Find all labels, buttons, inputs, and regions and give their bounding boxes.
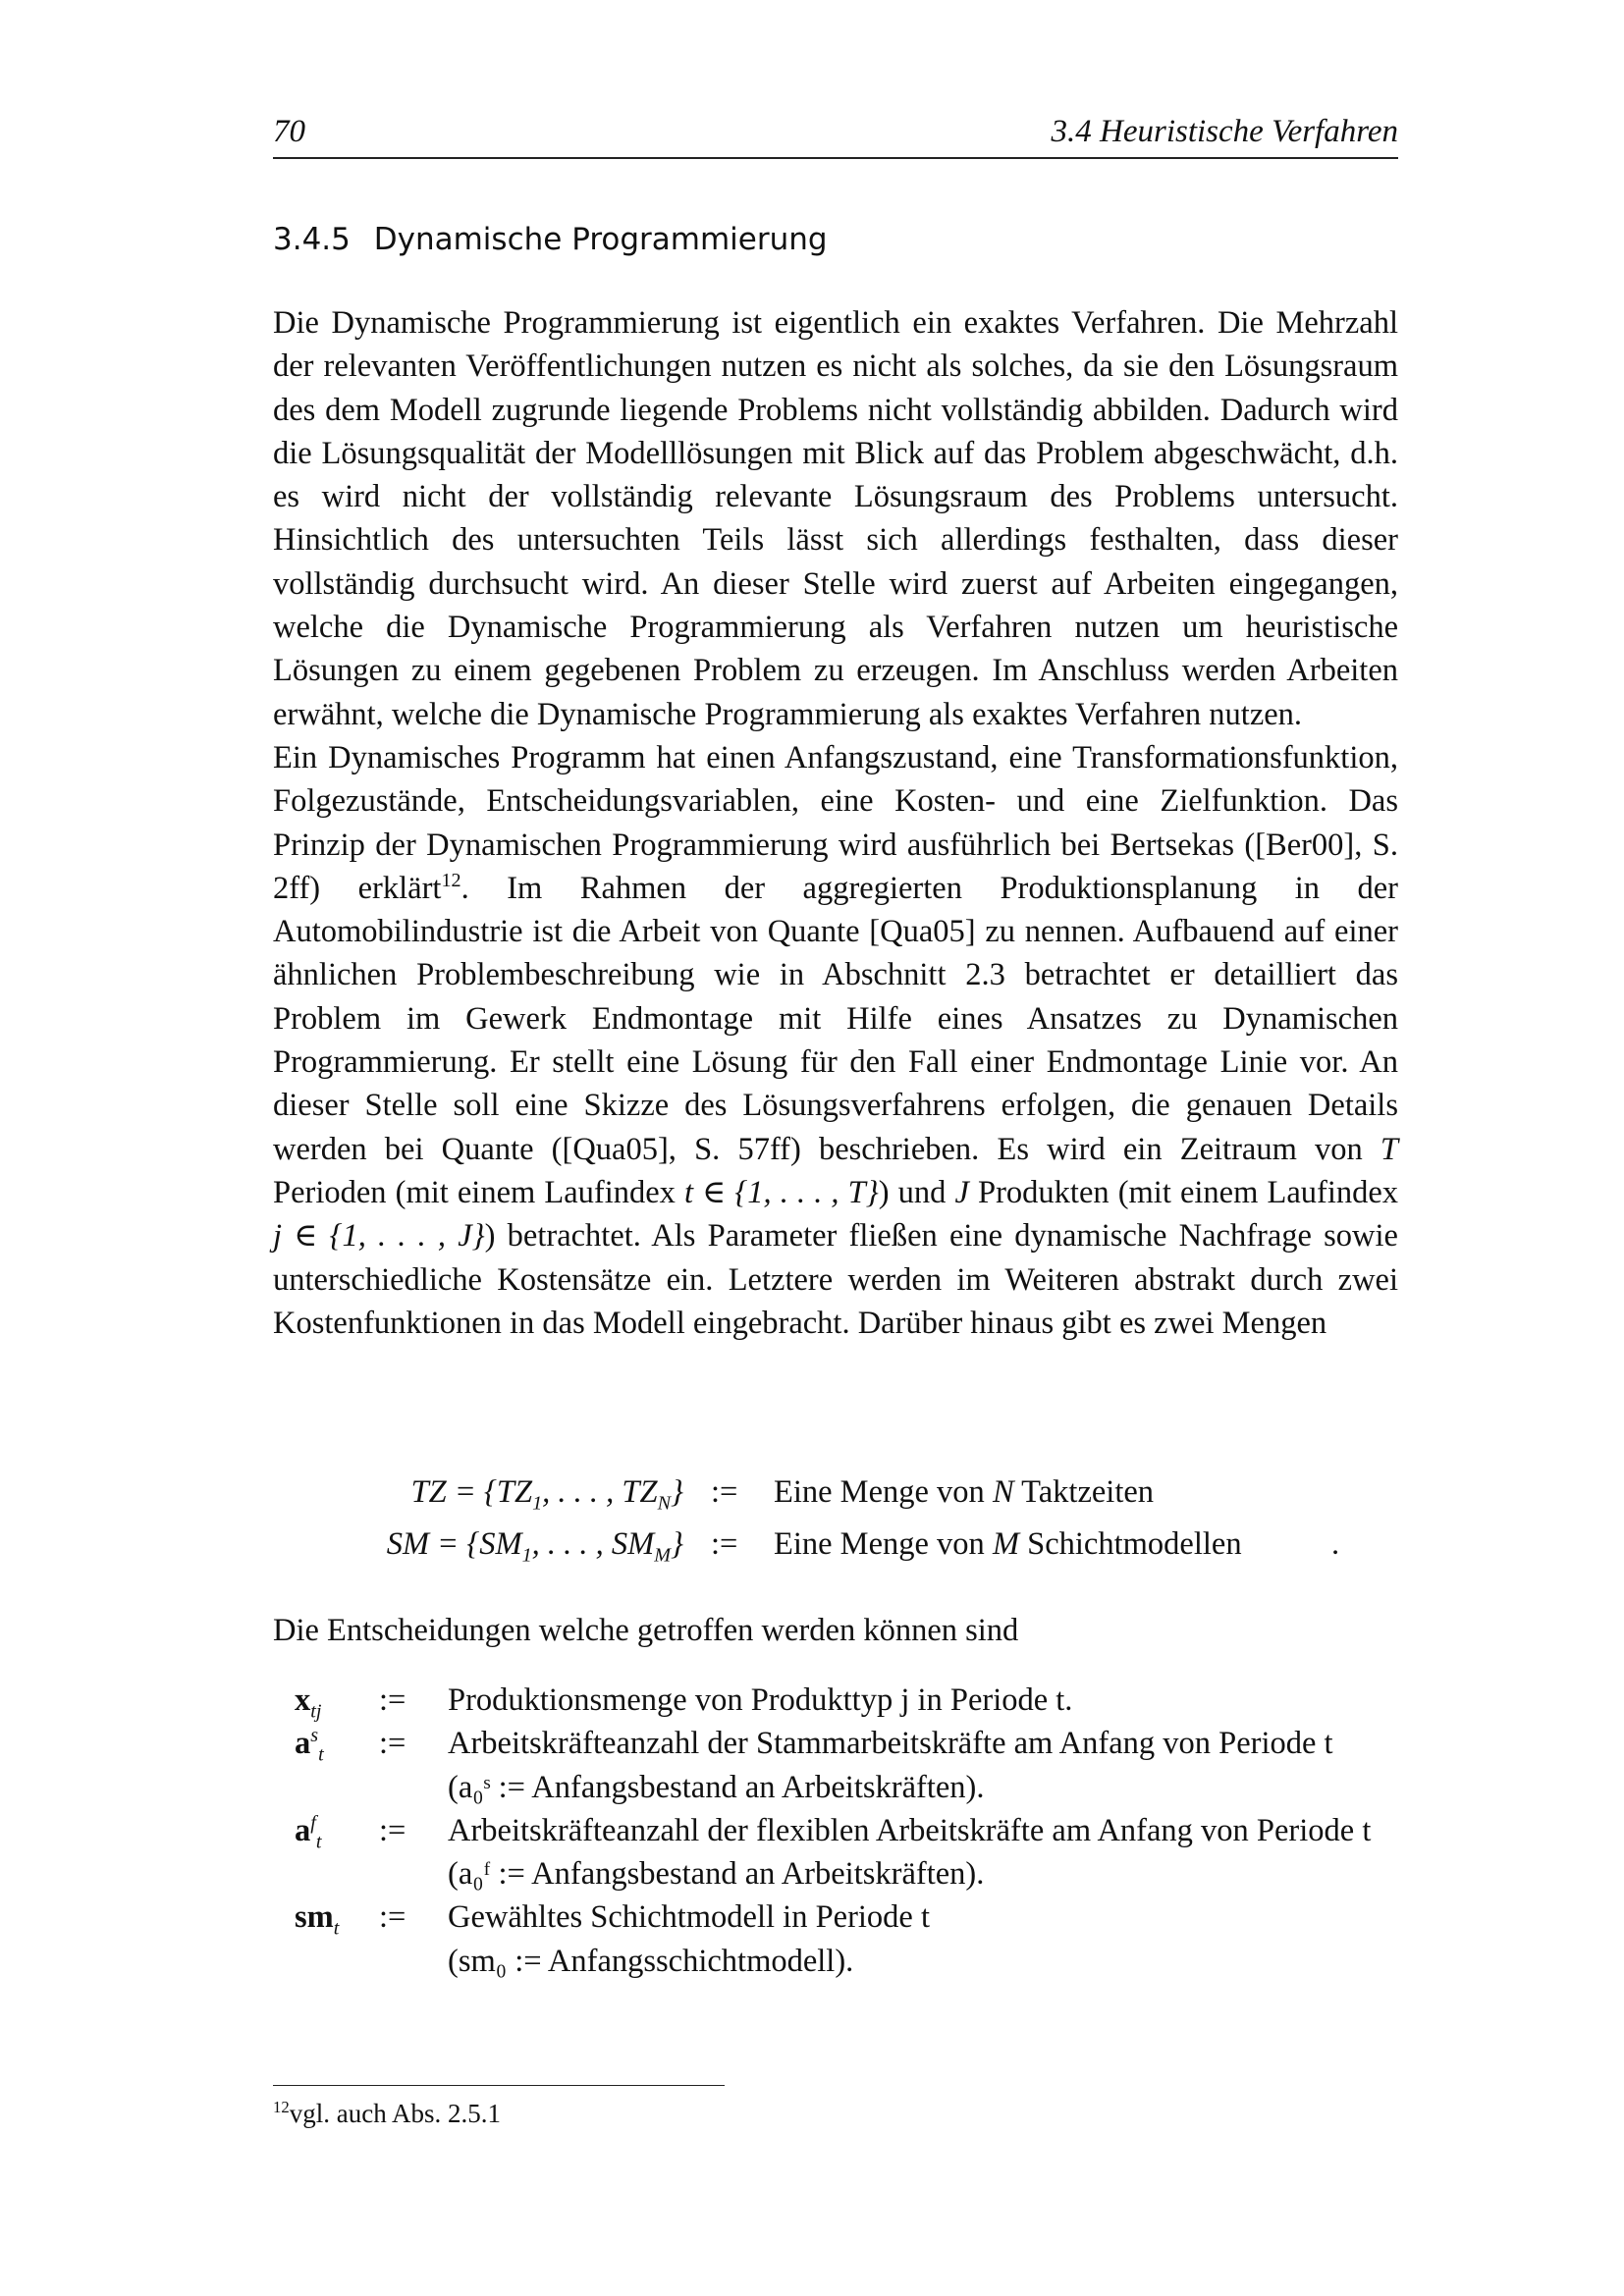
variable-symbol: $a^f_t$ <box>295 1812 322 1853</box>
variable-symbol: $a^s_t$ <box>295 1725 324 1766</box>
decision-row-as <box>273 1722 1398 1809</box>
variable-description: Gewähltes Schichtmodell in Periode t <box>448 1899 931 1936</box>
set-row-sm <box>273 1526 1398 1578</box>
variable-symbol: $sm_t$ <box>295 1899 340 1940</box>
footnote-number: 12 <box>273 2098 290 2116</box>
running-title: 3.4 Heuristische Verfahren <box>1051 114 1398 149</box>
variable-symbol: $x_{tj}$ <box>295 1682 322 1723</box>
variable-description: Produktionsmenge von Produkttyp j in Periode t. <box>448 1682 1073 1718</box>
defined-as: := <box>711 1526 738 1562</box>
set-row-tz <box>273 1474 1398 1526</box>
paragraph-1: Die Dynamische Programmierung ist eigentlich ein exaktes Verfahren. Die Mehrzahl der relevanten Veröffentlichungen nutzen es nicht als solches, da sie den Lösungsraum des dem Modell zugrunde liegende Problems nicht vollständig abbilden. Dadurch wird die Lösungsqualität der Modelllösungen mit Blick auf das Problem abgeschwächt, d.h. es wird nicht der vollständig relevante Lösungsraum des Problems untersucht. Hinsichtlich des untersuchten Teils lässt sich allerdings festhalten, dass dieser vollständig durchsucht wird. An dieser Stelle wird zuerst auf Arbeiten eingegangen, welche die Dynamische Programmierung als Verfahren nutzen um heuristische Lösungen zu einem gegebenen Problem zu erzeugen. Im Anschluss werden Arbeiten erwähnt, welche die Dynamische Programmierung als exaktes Verfahren nutzen. <box>273 305 1398 732</box>
defined-as: := <box>379 1899 406 1936</box>
defined-as: := <box>711 1474 738 1510</box>
body-text <box>273 301 1398 1345</box>
defined-as: := <box>379 1682 406 1718</box>
variable-description: Arbeitskräfteanzahl der Stammarbeitskräfte am Anfang von Periode t <box>448 1726 1333 1762</box>
set-description: Eine Menge von N Taktzeiten <box>774 1474 1155 1510</box>
j-index-set: j ∈ {1, . . . , J} <box>273 1218 485 1255</box>
defined-as: := <box>379 1812 406 1848</box>
section-number: 3.4.5 <box>273 222 351 257</box>
decision-row-sm <box>273 1896 1398 1983</box>
decision-row-x <box>273 1679 1398 1722</box>
set-definitions <box>273 1474 1398 1578</box>
footnote-rule <box>273 2085 725 2086</box>
section-heading <box>273 222 828 257</box>
footnote <box>273 2099 501 2129</box>
paragraph-2: Ein Dynamisches Programm hat einen Anfangszustand, eine Transformationsfunktion, Folgezustände, Entscheidungsvariablen, eine Kosten- und eine Zielfunktion. Das Prinzip der Dynamischen Programmierung wird ausführlich bei Bertsekas ([Ber00], S. 2ff) erklärt$^{12}$. Im Rahmen der aggregierten Produktionsplanung in der Automobilindustrie ist die Arbeit von Quante [Qua05] zu nennen. Aufbauend auf einer ähnlichen Problembeschreibung wie in Abschnitt 2.3 betrachtet er detailliert das Problem im Gewerk Endmontage mit Hilfe eines Ansatzes zu Dynamischen Programmierung. Er stellt eine Lösung für den Fall einer Endmontage Linie vor. An dieser Stelle soll eine Skizze des Lösungsverfahrens erfolgen, die genauen Details werden bei Quante ([Qua05], S. 57ff) beschrieben. Es wird ein Zeitraum von T Perioden (mit einem Laufindex t ∈ {1, . . . , T}) und J Produkten (mit einem Laufindex j ∈ {1, . . . , J}) betrachtet. Als Parameter fließen eine dynamische Nachfrage sowie unterschiedliche Kostensätze ein. Letztere werden im Weiteren abstrakt durch zwei Kostenfunktionen in das Modell eingebracht. Darüber hinaus gibt es zwei Mengen <box>273 739 1399 1341</box>
set-lhs: SM = {$SM_1$, . . . , $SM_M$} <box>386 1526 683 1567</box>
footnote-text: vgl. auch Abs. 2.5.1 <box>289 2099 501 2128</box>
initial-value: (a₀ᶠ := Anfangsbestand an Arbeitskräften). <box>448 1856 985 1893</box>
page-number: 70 <box>273 114 305 149</box>
decision-row-af <box>273 1809 1398 1896</box>
set-description: Eine Menge von M Schichtmodellen <box>774 1526 1242 1562</box>
defined-as: := <box>379 1726 406 1762</box>
decisions-intro: Die Entscheidungen welche getroffen werden können sind <box>273 1613 1019 1648</box>
equation-period: . <box>1331 1526 1340 1562</box>
section-title: Dynamische Programmierung <box>373 222 828 257</box>
decision-variables <box>273 1679 1398 1983</box>
initial-value: (sm₀ := Anfangsschichtmodell). <box>448 1943 854 1979</box>
variable-description: Arbeitskräfteanzahl der flexiblen Arbeitskräfte am Anfang von Periode t <box>448 1812 1372 1848</box>
footnote-mark: 12 <box>441 870 461 892</box>
t-index-set: t ∈ {1, . . . , T} <box>684 1174 879 1210</box>
initial-value: (a₀ˢ := Anfangsbestand an Arbeitskräften). <box>448 1769 985 1805</box>
running-header <box>273 110 1398 159</box>
set-lhs: TZ = {$TZ_1$, . . . , $TZ_N$} <box>410 1474 683 1515</box>
